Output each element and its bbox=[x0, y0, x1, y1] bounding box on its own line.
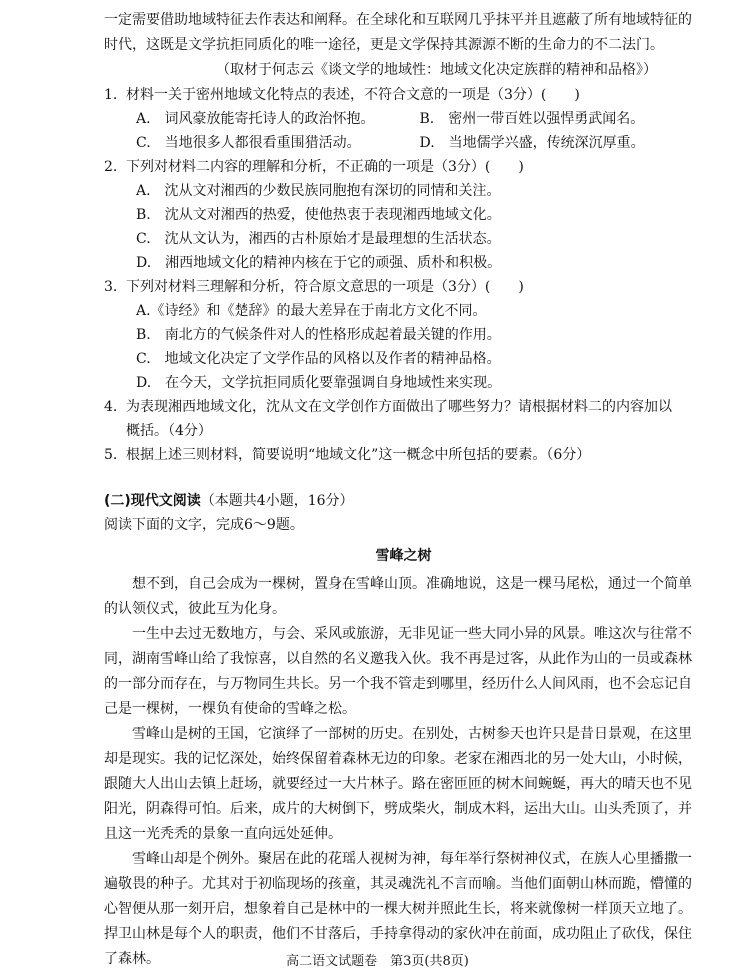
article-paragraph: 雪峰山却是个例外。聚居在此的花瑶人视树为神，每年举行祭树神仪式，在族人心里播撒一遍敬畏的种子。尤其对于初临现场的孩童，其灵魂洗礼不言而喻。当他们面朝山林而跪，懵懂的心智便从那一刻开启，想象着自己是林中的一棵大树并照此生长，将来就像树一样顶天立地了。捍卫山林是每个人的职责，他们不甘落后，手持拿得动的家伙冲在前面，成功阻止了砍伐，保住了森林。 bbox=[104, 851, 692, 967]
question-stem: 为表现湘西地域文化，沈从文在文学创作方面做出了哪些努力？请根据材料二的内容加以 bbox=[126, 399, 672, 415]
option-b: B. 密州一带百姓以强悍勇武闻名。 bbox=[419, 111, 645, 127]
section-meta: （本题共4小题，16分） bbox=[200, 493, 354, 509]
question-number: 4. bbox=[104, 399, 118, 415]
article-paragraph: 一生中去过无数地方，与会、采风或旅游，无非见证一些大同小异的风景。唯这次与往常不同，湖南雪峰山给了我惊喜，以自然的名义邀我入伙。我不再是过客，从此作为山的一员或森林的一部分而存在，与万物同生共长。另一个我不管走到哪里，经历什么人间风雨，也不会忘记自己是一棵树，一棵负有使命的雪峰之松。 bbox=[104, 626, 692, 717]
question-stem: 根据上述三则材料，简要说明“地域文化”这一概念中所包括的要素。（6分） bbox=[126, 447, 591, 463]
option-b: B. 南北方的气候条件对人的性格形成起着最关键的作用。 bbox=[136, 327, 501, 343]
option-d: D. 湘西地域文化的精神内核在于它的顽强、质朴和积极。 bbox=[136, 255, 502, 271]
question-stem: 材料一关于密州地域文化特点的表述，不符合文意的一项是（3分）( ) bbox=[126, 87, 580, 103]
option-c: C. 当地很多人都很看重围猎活动。 bbox=[136, 135, 361, 151]
question-number: 2. bbox=[104, 159, 118, 175]
intro-paragraph bbox=[104, 8, 703, 83]
option-d: D. 在今天，文学抗拒同质化要靠强调自身地域性来实现。 bbox=[136, 375, 502, 391]
question-2 bbox=[104, 155, 703, 275]
question-number: 1. bbox=[104, 87, 118, 103]
article-title: 雪峰之树 bbox=[375, 548, 432, 564]
page-footer: 高二语文试题卷 第3页(共8页) bbox=[286, 954, 469, 969]
section-heading bbox=[104, 489, 703, 513]
section-title: (二)现代文阅读 bbox=[104, 493, 201, 509]
option-a: A. 词风豪放能寄托诗人的政治怀抱。 bbox=[136, 111, 375, 127]
question-stem: 下列对材料二内容的理解和分析，不正确的一项是（3分）( ) bbox=[126, 159, 524, 175]
question-number: 3. bbox=[104, 279, 118, 295]
article-paragraph: 雪峰山是树的王国，它演绎了一部树的历史。在别处，古树参天也许只是昔日景观，在这里却是现实。我的记忆深处，始终保留着森林无边的印象。老家在湘西北的另一处大山，小时候，跟随大人出山去镇上赶场，就要经过一大片林子。路在密匝匝的树木间蜿蜒，再大的晴天也不见阳光，阴森得可怕。后来，成片的大树倒下，劈成柴火，制成木料，运出大山。山头秃顶了，并且这一光秃秃的景象一直向远处延伸。 bbox=[104, 726, 692, 842]
question-4 bbox=[104, 395, 703, 443]
option-c: C. 地域文化决定了文学作品的风格以及作者的精神品格。 bbox=[136, 351, 501, 367]
section-instruction: 阅读下面的文字，完成6～9题。 bbox=[104, 517, 304, 533]
question-stem-continued: 概括。（4分） bbox=[126, 423, 212, 439]
option-c: C. 沈从文认为，湘西的古朴原始才是最理想的生活状态。 bbox=[136, 231, 501, 247]
article-paragraph: 想不到，自己会成为一棵树，置身在雪峰山顶。准确地说，这是一棵马尾松，通过一个简单的认领仪式，彼此互为化身。 bbox=[104, 576, 692, 617]
option-a: A.《诗经》和《楚辞》的最大差异在于南北方文化不同。 bbox=[136, 303, 487, 319]
option-d: D. 当地儒学兴盛，传统深沉厚重。 bbox=[419, 135, 645, 151]
intro-text: 一定需要借助地域特征去作表达和阐释。在全球化和互联网几乎抹平并且遮蔽了所有地域特征的时代，这既是文学抗拒同质化的唯一途径，更是文学保持其源源不断的生命力的不二法门。 bbox=[104, 12, 692, 53]
question-5 bbox=[104, 443, 703, 467]
option-a: A. 沈从文对湘西的少数民族同胞抱有深切的同情和关注。 bbox=[136, 183, 501, 199]
question-number: 5. bbox=[104, 447, 118, 463]
option-b: B. 沈从文对湘西的热爱，使他热衷于表现湘西地域文化。 bbox=[136, 207, 501, 223]
question-1 bbox=[104, 83, 703, 155]
intro-source: （取材于何志云《谈文学的地域性：地域文化决定族群的精神和品格》） bbox=[216, 62, 657, 78]
question-stem: 下列对材料三理解和分析，符合原文意思的一项是（3分）( ) bbox=[126, 279, 524, 295]
question-3 bbox=[104, 275, 703, 395]
